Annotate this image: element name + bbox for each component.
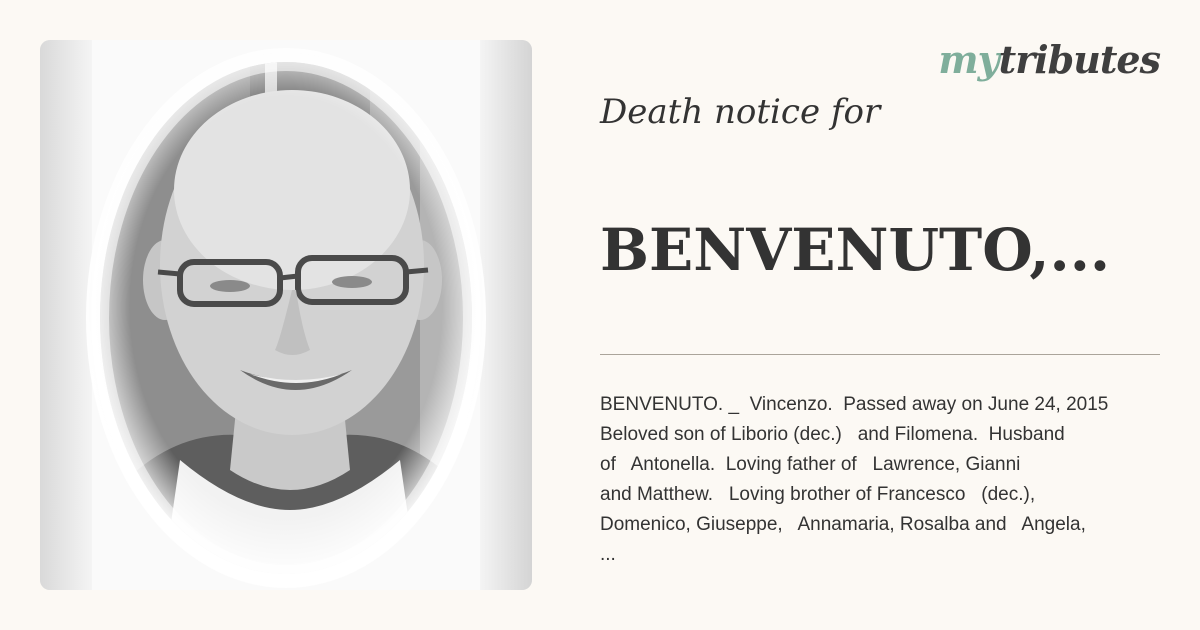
notice-line: Beloved son of Liborio (dec.) and Filomena. Husband [600, 424, 1065, 445]
mytributes-logo[interactable] [938, 36, 1160, 84]
portrait-photo [40, 40, 532, 590]
logo-tributes-text: tributes [998, 37, 1160, 82]
death-notice-heading: Death notice for [600, 92, 881, 132]
divider [600, 354, 1160, 355]
deceased-name: BENVENUTO,... [600, 216, 1111, 284]
notice-line: of Antonella. Loving father of Lawrence, Gianni [600, 454, 1021, 475]
notice-text [600, 390, 1180, 570]
notice-line: Domenico, Giuseppe, Annamaria, Rosalba and Angela, [600, 514, 1086, 535]
notice-line: and Matthew. Loving brother of Francesco (dec.), [600, 484, 1036, 505]
notice-ellipsis: ... [600, 544, 616, 565]
notice-line: BENVENUTO. _ Vincenzo. Passed away on June 24, 2015 [600, 394, 1109, 415]
logo-my-text: my [938, 37, 999, 82]
